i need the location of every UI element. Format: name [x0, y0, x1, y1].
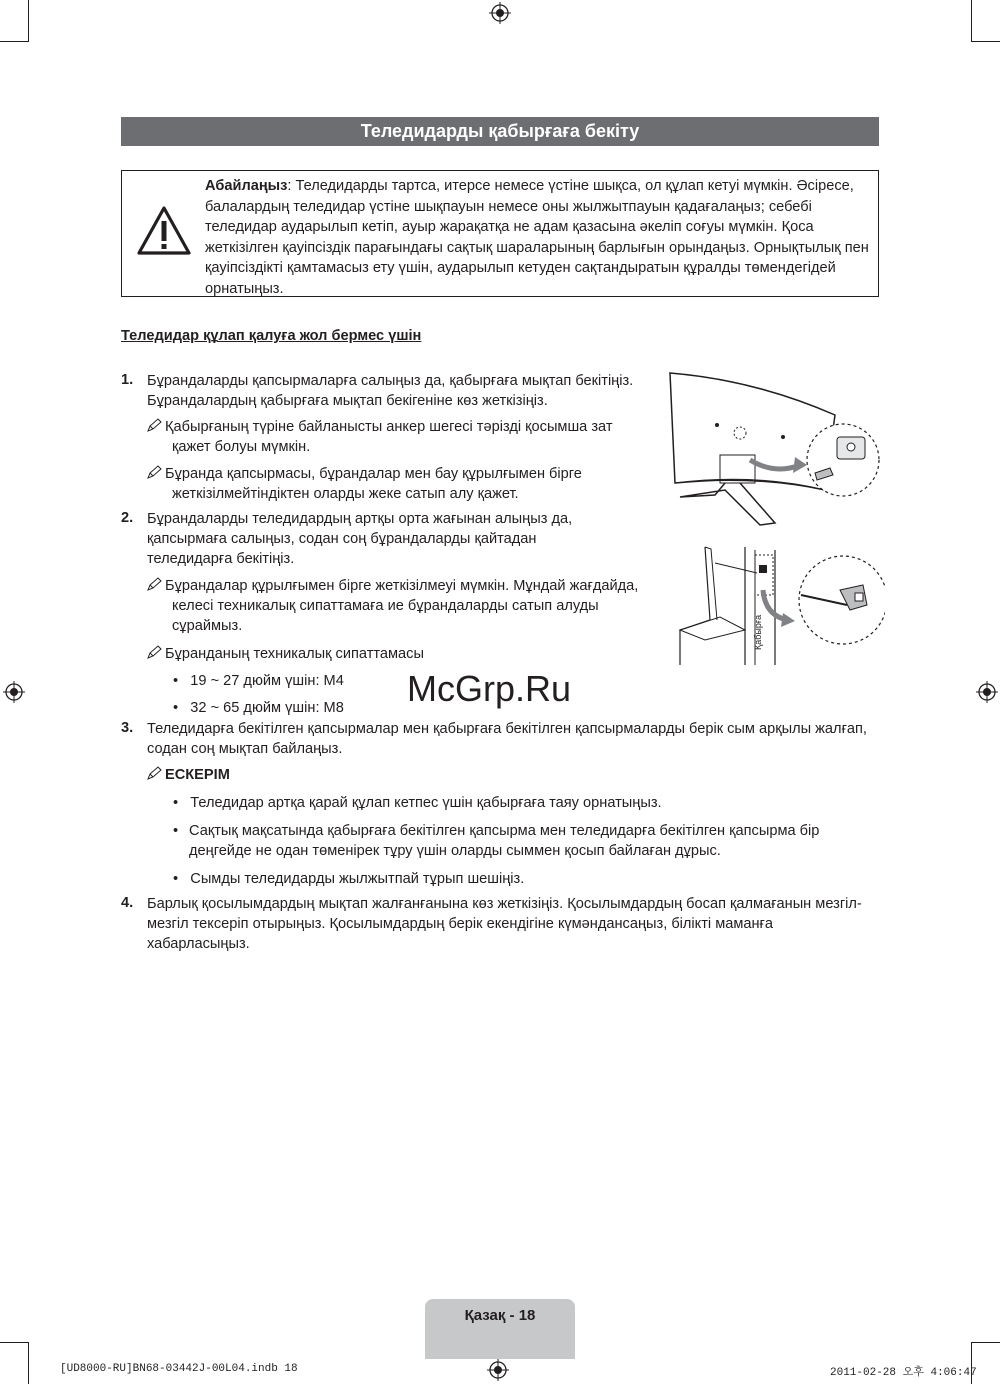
section-heading: Теледидар құлап қалуға жол бермес үшін — [121, 328, 422, 344]
crop-mark — [28, 0, 29, 42]
wall-bracket-figure — [675, 545, 885, 670]
step-text: Барлық қосылымдардың мықтап жалғанғанына көз жеткізіңіз. Қосылымдардың босап қалмағанын мезгіл-мезгіл тексеріп отырыңыз. Қосылымдардың берік екендігіне күмәндансаңыз, білікті маманға хабарласыңыз. — [147, 896, 862, 953]
bullet-text: Сақтық мақсатында қабырғаға бекітілген қапсырма мен теледидарға бекітілген қапсырма бір деңгейде не одан төменірек тұру үшін оларды сыммен қосып байлаған дұрыс. — [189, 823, 820, 860]
step-text: Бұрандаларды қапсырмаларға салыңыз да, қабырғаға мықтап бекітіңіз. Бұрандалардың қабырғаға мықтап бекігеніне көз жеткізіңіз. — [147, 373, 634, 410]
warning-label: Абайлаңыз — [205, 178, 288, 194]
page-number: Қазақ - 18 — [464, 1307, 536, 1324]
pencil-note-icon — [147, 577, 162, 591]
step-text: Бұрандаларды теледидардың артқы орта жағынан алыңыз да, қапсырмаға салыңыз, содан соң бұрандаларды қайтадан теледидарға бекітіңіз. — [147, 511, 573, 568]
pencil-note-icon — [147, 645, 162, 659]
bullet-text: Теледидар артқа қарай құлап кетпес үшін қабырғаға таяу орнатыңыз. — [190, 795, 662, 811]
warning-text — [205, 176, 871, 300]
note-text: Бұранда қапсырмасы, бұрандалар мен бау құрылғымен бірге жеткізілмейтіндіктен оларды жеке сатып алу қажет. — [165, 466, 582, 503]
note-text: Қабырғаның түріне байланысты анкер шегесі тәрізді қосымша зат қажет болуы мүмкін. — [165, 419, 613, 456]
step-note — [147, 464, 647, 504]
crop-mark — [972, 41, 1000, 42]
print-slug-right: 2011-02-28 오후 4:06:47 — [830, 1367, 977, 1379]
pencil-note-icon — [147, 418, 162, 432]
step-number: 4. — [121, 895, 134, 911]
note-title-text: ЕСКЕРІМ — [165, 767, 230, 783]
step-number: 3. — [121, 720, 134, 736]
crop-mark — [0, 41, 28, 42]
pencil-note-icon — [147, 465, 162, 479]
page-number-tab — [425, 1299, 575, 1359]
wall-label: Қабырға — [753, 614, 763, 650]
pencil-note-icon — [147, 766, 162, 780]
note-text: Бұранданың техникалық сипаттамасы — [165, 646, 424, 662]
list-item: • 32 ~ 65 дюйм үшін: M8 — [173, 700, 344, 716]
list-item: • Сымды теледидарды жылжытпай тұрып шешіңіз. — [173, 871, 525, 887]
registration-mark-icon — [976, 681, 998, 703]
note-title — [147, 765, 230, 785]
note-text: Бұрандалар құрылғымен бірге жеткізілмеуі мүмкін. Мұндай жағдайда, келесі техникалық сипаттамаға ие бұрандаларды сатып алуды сұраймыз. — [165, 578, 639, 635]
warning-box — [121, 170, 879, 297]
list-item: • 19 ~ 27 дюйм үшін: M4 — [173, 673, 344, 689]
crop-mark — [972, 1342, 1000, 1343]
registration-mark-icon — [487, 1359, 509, 1381]
step-number: 2. — [121, 510, 134, 526]
step-note — [147, 644, 647, 664]
step-text: Теледидарға бекітілген қапсырмалар мен қабырғаға бекітілген қапсырмаларды берік сым арқылы жалғап, содан соң мықтап байлаңыз. — [147, 721, 867, 758]
watermark-text: McGrp.Ru — [407, 668, 572, 709]
tv-back-bracket-figure — [665, 365, 880, 535]
bullet-text: 19 ~ 27 дюйм үшін: M4 — [190, 673, 344, 689]
page-title: Теледидарды қабырғаға бекіту — [121, 117, 879, 146]
registration-mark-icon — [3, 681, 25, 703]
crop-mark — [28, 1342, 29, 1384]
list-item: • Сақтық мақсатында қабырғаға бекітілген қапсырма мен теледидарға бекітілген қапсырма бір деңгейде не одан төменірек тұру үшін оларды сыммен қосып байлаған дұрыс. — [173, 821, 873, 861]
bullet-text: Сымды теледидарды жылжытпай тұрып шешіңіз. — [190, 871, 525, 887]
step-note — [147, 576, 647, 637]
registration-mark-icon — [489, 2, 511, 24]
print-slug-left: [UD8000-RU]BN68-03442J-00L04.indb 18 — [60, 1363, 298, 1375]
step-number: 1. — [121, 372, 134, 388]
crop-mark — [0, 1342, 28, 1343]
crop-mark — [971, 0, 972, 42]
warning-body: : Теледидарды тартса, итерсе немесе үстіне шықса, ол құлап кетуі мүмкін. Әсіресе, балалардың теледидар үстіне шықпауын немесе оны жылжытпауын қадағалаңыз; себебі теледидар аударылып кетіп, ауыр жарақатқа не адам қазасына әкеліп соғуы мүмкін. Қоса жеткізілген қауіпсіздік парағындағы сақтық шараларының барлығын орындаңыз. Орнықтылық пен қауіпсіздікті қамтамасыз ету үшін, аударылып кетуден сақтандыратын құралды төмендегідей орнатыңыз. — [205, 178, 869, 297]
step-note — [147, 417, 647, 457]
warning-triangle-icon — [135, 204, 193, 258]
list-item: • Теледидар артқа қарай құлап кетпес үшін қабырғаға таяу орнатыңыз. — [173, 795, 662, 811]
bullet-text: 32 ~ 65 дюйм үшін: M8 — [190, 700, 344, 716]
